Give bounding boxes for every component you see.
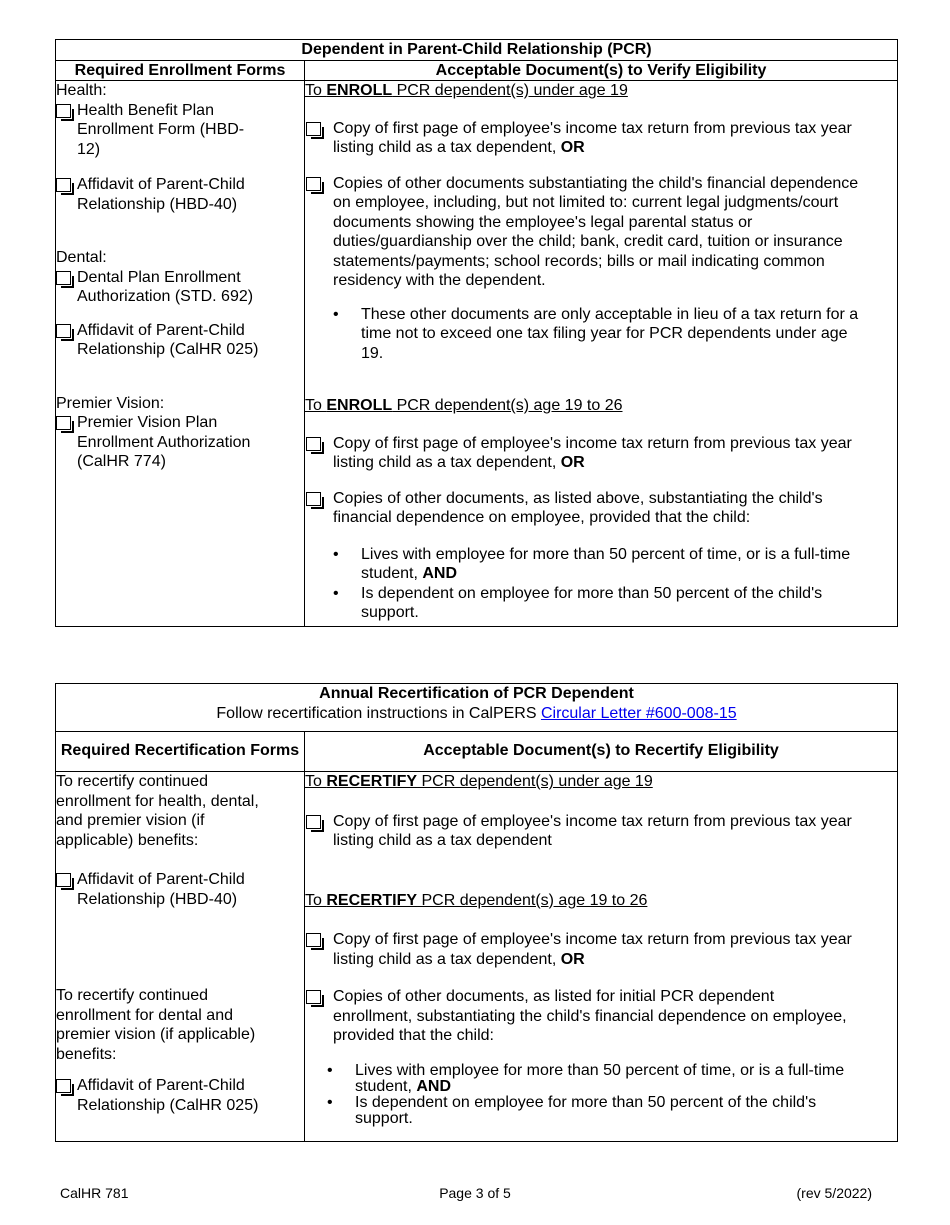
footer-form-id: CalHR 781 bbox=[60, 1185, 129, 1201]
pcr-table bbox=[55, 39, 898, 627]
recertify-under-19-tax-return: Copy of first page of employee's income tax return from previous tax year listing child as a tax dependent bbox=[305, 812, 897, 851]
recert-documents-cell bbox=[305, 772, 898, 1142]
recert-forms-cell bbox=[56, 772, 305, 1142]
pcr-table-title: Dependent in Parent-Child Relationship (PCR) bbox=[56, 40, 898, 61]
checkbox-icon[interactable] bbox=[306, 177, 321, 191]
health-label: Health: bbox=[56, 82, 107, 99]
recert-table-header bbox=[56, 684, 898, 732]
recert-form-calhr025: Affidavit of Parent-Child Relationship (CalHR 025) bbox=[56, 1076, 304, 1115]
checkbox-icon[interactable] bbox=[306, 990, 321, 1004]
checkbox-icon[interactable] bbox=[56, 271, 71, 285]
health-form-hbd40: Affidavit of Parent-Child Relationship (HBD-40) bbox=[56, 175, 304, 214]
bullet-icon: • bbox=[327, 1061, 333, 1079]
enroll-under-19-tax-return: Copy of first page of employee's income tax return from previous tax year listing child as a tax dependent, OR bbox=[305, 119, 897, 158]
dental-form-calhr025: Affidavit of Parent-Child Relationship (CalHR 025) bbox=[56, 321, 304, 360]
recert-col-header-documents: Acceptable Document(s) to Recertify Eligibility bbox=[305, 732, 898, 772]
checkbox-icon[interactable] bbox=[306, 437, 321, 451]
enroll-19-26-heading: To ENROLL PCR dependent(s) age 19 to 26 bbox=[305, 397, 623, 414]
footer-page-number: Page 3 of 5 bbox=[439, 1185, 511, 1201]
enroll-19-26-other-docs: Copies of other documents, as listed above, substantiating the child's financial dependence on employee, provided that the child: bbox=[305, 489, 897, 528]
pcr-forms-cell bbox=[56, 81, 305, 627]
checkbox-icon[interactable] bbox=[306, 492, 321, 506]
pcr-documents-cell bbox=[305, 81, 898, 627]
recert-all-benefits-text: To recertify continued enrollment for health, dental, and premier vision (if applicable) benefits: bbox=[56, 773, 259, 849]
pcr-col-header-documents: Acceptable Document(s) to Verify Eligibility bbox=[305, 60, 898, 81]
checkbox-icon[interactable] bbox=[306, 815, 321, 829]
recert-dental-vision-text: To recertify continued enrollment for dental and premier vision (if applicable) benefits: bbox=[56, 987, 256, 1063]
bullet-icon: • bbox=[333, 545, 339, 563]
recert-table-title: Annual Recertification of PCR Dependent bbox=[319, 685, 634, 702]
enroll-under-19-heading: To ENROLL PCR dependent(s) under age 19 bbox=[305, 82, 628, 99]
checkbox-icon[interactable] bbox=[306, 933, 321, 947]
footer-revision: (rev 5/2022) bbox=[796, 1185, 872, 1201]
recertify-19-26-heading: To RECERTIFY PCR dependent(s) age 19 to 26 bbox=[305, 891, 648, 909]
circular-letter-link[interactable]: Circular Letter #600-008-15 bbox=[540, 704, 737, 722]
pcr-col-header-forms: Required Enrollment Forms bbox=[56, 60, 305, 81]
checkbox-icon[interactable] bbox=[306, 122, 321, 136]
recert-subtitle: Follow recertification instructions in CalPERS Circular Letter #600-008-15 bbox=[216, 704, 737, 722]
enroll-19-26-tax-return: Copy of first page of employee's income tax return from previous tax year listing child as a tax dependent, OR bbox=[305, 434, 897, 473]
recert-form-hbd40: Affidavit of Parent-Child Relationship (HBD-40) bbox=[56, 870, 304, 909]
checkbox-icon[interactable] bbox=[56, 873, 71, 887]
list-item: • These other documents are only acceptable in lieu of a tax return for a time not to exceed one tax filing year for PCR dependents under age 19. bbox=[333, 305, 859, 362]
bullet-icon: • bbox=[333, 305, 339, 323]
checkbox-icon[interactable] bbox=[56, 324, 71, 338]
list-item: • Lives with employee for more than 50 percent of time, or is a full-time student, AND bbox=[333, 545, 851, 582]
list-item: • Is dependent on employee for more than 50 percent of the child's support. bbox=[327, 1093, 817, 1127]
checkbox-icon[interactable] bbox=[56, 178, 71, 192]
bullet-icon: • bbox=[333, 584, 339, 602]
enroll-under-19-other-docs: Copies of other documents substantiating the child's financial dependence on employee, including, but not limited to: current legal judgments/court documents showing the employee's legal parental status or duties/guardianship over the child; bank, credit card, tuition or insurance statements/payments; school records; bills or mail indicating common residency with the dependent. bbox=[305, 174, 897, 291]
list-item: • Is dependent on employee for more than 50 percent of the child's support. bbox=[333, 584, 823, 621]
checkbox-icon[interactable] bbox=[56, 416, 71, 430]
recert-table bbox=[55, 683, 898, 1142]
dental-form-std692: Dental Plan Enrollment Authorization (STD. 692) bbox=[56, 268, 304, 307]
vision-label: Premier Vision: bbox=[56, 394, 165, 412]
recertify-19-26-other-docs: Copies of other documents, as listed for initial PCR dependent enrollment, substantiating the child's financial dependence on employee, provided that the child: bbox=[305, 987, 897, 1046]
bullet-icon: • bbox=[327, 1093, 333, 1111]
list-item: • Lives with employee for more than 50 percent of time, or is a full-time student, AND bbox=[327, 1061, 845, 1095]
health-form-hbd12: Health Benefit Plan Enrollment Form (HBD-12) bbox=[56, 101, 304, 160]
recertify-19-26-tax-return: Copy of first page of employee's income tax return from previous tax year listing child as a tax dependent, OR bbox=[305, 930, 897, 969]
vision-form-calhr774: Premier Vision Plan Enrollment Authorization (CalHR 774) bbox=[56, 413, 304, 472]
recertify-under-19-heading: To RECERTIFY PCR dependent(s) under age 19 bbox=[305, 773, 653, 790]
checkbox-icon[interactable] bbox=[56, 1079, 71, 1093]
checkbox-icon[interactable] bbox=[56, 104, 71, 118]
recert-col-header-forms: Required Recertification Forms bbox=[56, 732, 305, 772]
dental-label: Dental: bbox=[56, 249, 107, 266]
